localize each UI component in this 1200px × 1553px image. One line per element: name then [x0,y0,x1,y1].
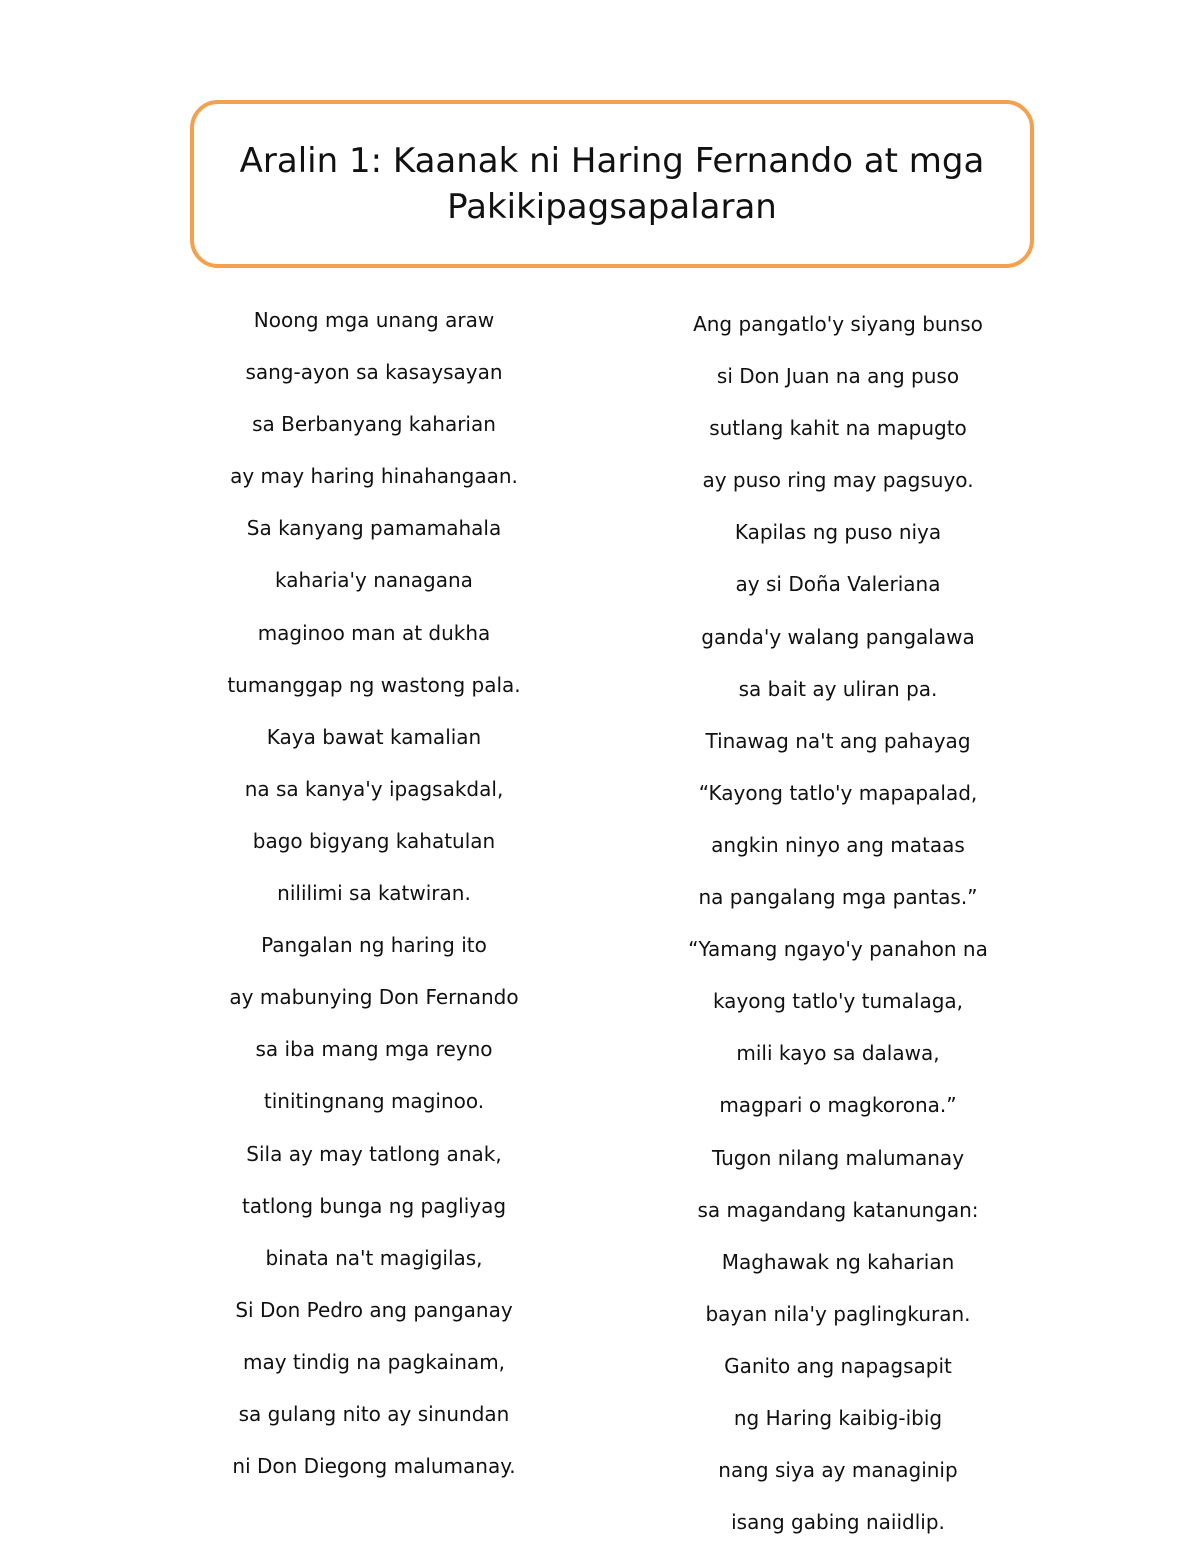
verse-line: magpari o magkorona.” [719,1093,957,1118]
verse-line: Maghawak ng kaharian [721,1249,955,1274]
verse-line: ay may haring hinahangaan. [230,464,518,489]
verse-line: tatlong bunga ng pagliyag [241,1193,507,1218]
verse-line: nililimi sa katwiran. [277,881,471,906]
verse-line: sa iba mang mga reyno [255,1037,493,1062]
verse-line: sa Berbanyang kaharian [252,412,496,437]
verse-line: mili kayo sa dalawa, [736,1041,940,1066]
verse-line: tumanggap ng wastong pala. [227,672,521,697]
verse-line: Tugon nilang malumanay [711,1145,965,1170]
verse-line: na pangalang mga pantas.” [698,885,978,910]
verse-line: si Don Juan na ang puso [716,364,960,389]
verse-line: Ganito ang napagsapit [724,1353,952,1378]
verse-line: ni Don Diegong malumanay. [232,1454,516,1479]
verse-line: ay si Doña Valeriana [735,572,941,597]
verse-line: ganda'y walang pangalawa [701,624,975,649]
verse-line: Sila ay may tatlong anak, [246,1141,502,1166]
poem-right-column [618,301,1058,1551]
verse-line: bayan nila'y paglingkuran. [705,1301,971,1326]
verse-line: “Yamang ngayo'y panahon na [688,937,988,962]
verse-line: na sa kanya'y ipagsakdal, [244,776,504,801]
verse-line: binata na't magigilas, [265,1245,483,1270]
verse-line: sa magandang katanungan: [697,1197,979,1222]
lesson-title-line-2: Pakikipagsapalaran [447,187,777,227]
verse-line: Kaya bawat kamalian [266,724,482,749]
verse-line: kaharia'y nanagana [275,568,473,593]
verse-line: Kapilas ng puso niya [734,520,942,545]
verse-line: “Kayong tatlo'y mapapalad, [698,780,978,805]
verse-line: may tindig na pagkainam, [242,1349,506,1374]
verse-line: Sa kanyang pamamahala [246,516,502,541]
verse-line: bago bigyang kahatulan [252,828,496,853]
verse-line: maginoo man at dukha [257,620,491,645]
verse-line: Noong mga unang araw [253,308,495,332]
verse-line: sa gulang nito ay sinundan [238,1401,510,1426]
lesson-title-line-1: Aralin 1: Kaanak ni Haring Fernando at mga [239,141,985,181]
verse-line: sutlang kahit na mapugto [709,416,967,441]
verse-line: kayong tatlo'y tumalaga, [712,989,964,1014]
verse-line: Si Don Pedro ang panganay [235,1297,513,1322]
verse-line: Pangalan ng haring ito [261,933,487,958]
verse-line: Tinawag na't ang pahayag [705,728,971,753]
verse-line: sa bait ay uliran pa. [738,676,938,701]
verse-line: sang-ayon sa kasaysayan [245,360,503,385]
verse-line: ay mabunying Don Fernando [229,985,519,1010]
verse-line: angkin ninyo ang mataas [711,832,965,857]
verse-line: Ang pangatlo'y siyang bunso [693,312,983,336]
verse-line: tinitingnang maginoo. [263,1089,485,1114]
verse-line: ng Haring kaibig-ibig [733,1405,943,1430]
verse-line: nang siya ay managinip [718,1458,958,1483]
verse-line: isang gabing naiidlip. [731,1510,945,1535]
poem-left-column [154,297,594,1495]
lesson-title-box [190,100,1034,268]
verse-line: ay puso ring may pagsuyo. [702,468,974,493]
